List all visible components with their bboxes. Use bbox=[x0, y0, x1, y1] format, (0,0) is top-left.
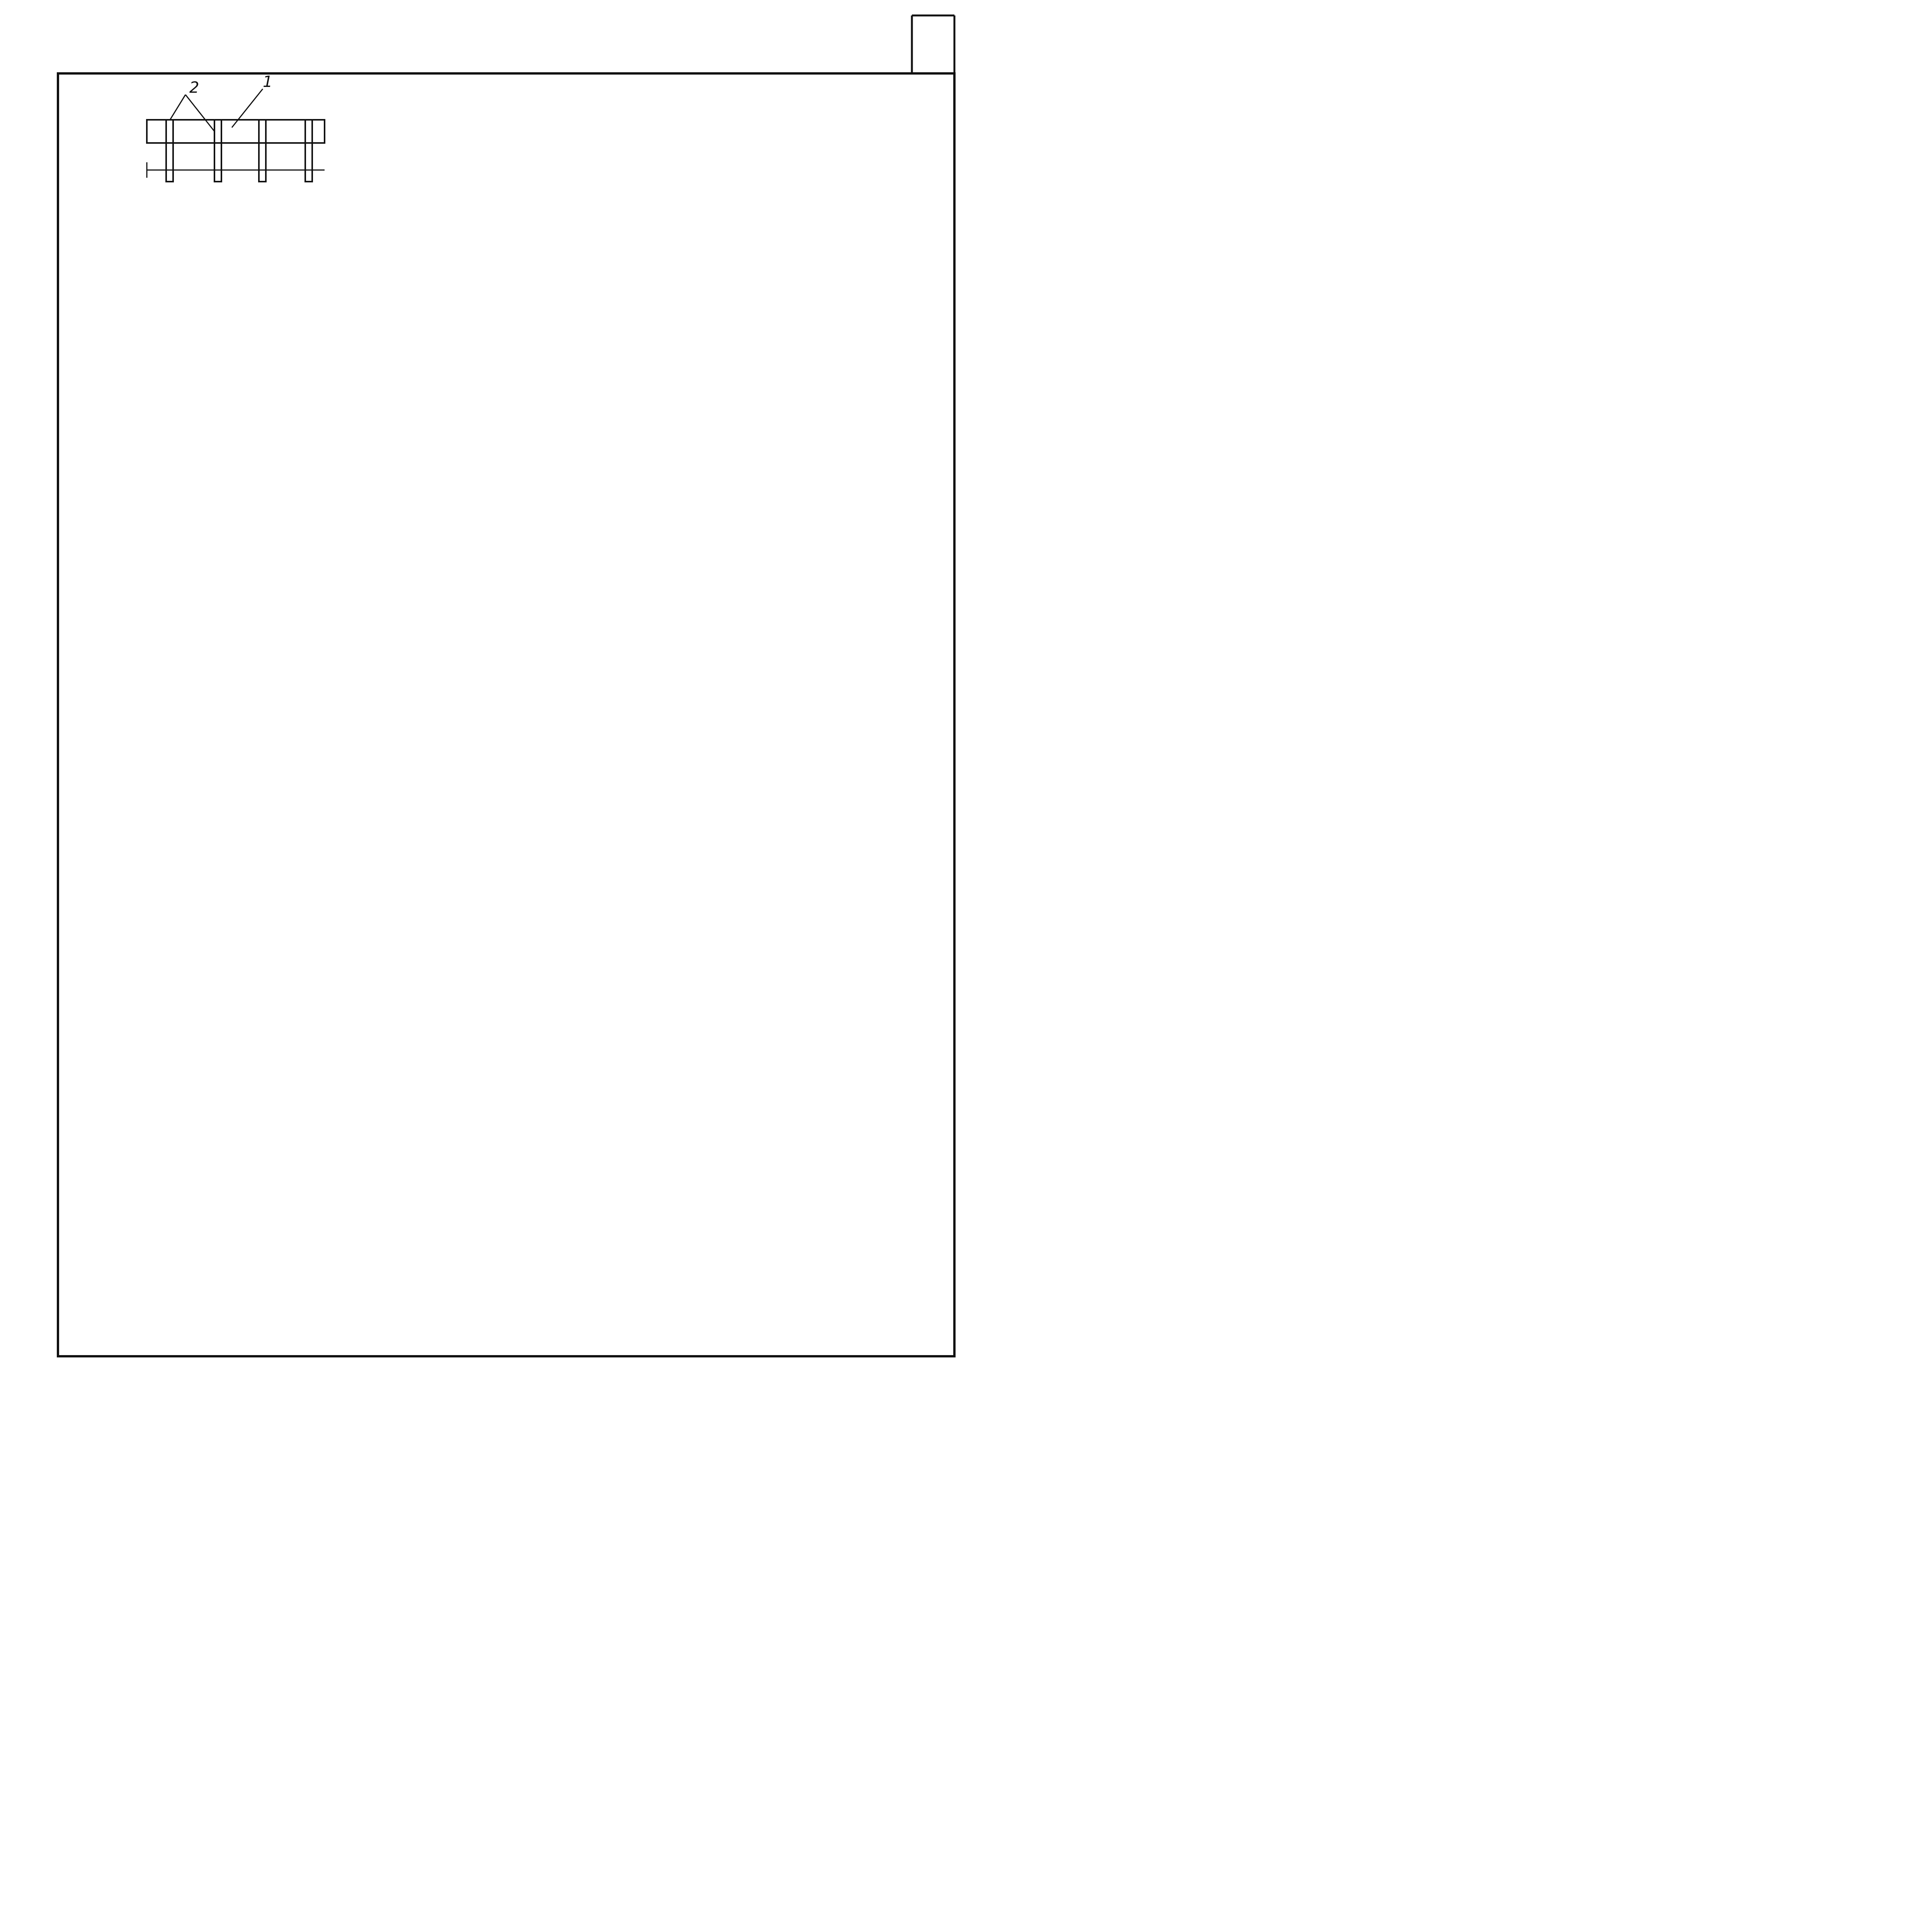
leader-line bbox=[170, 95, 185, 120]
sheet-frame bbox=[58, 73, 954, 1356]
anchor-rod bbox=[214, 120, 221, 182]
leader-2: 2 bbox=[189, 79, 199, 97]
sheet-mn6 bbox=[981, 1380, 1932, 1932]
anchor-rod bbox=[259, 120, 266, 182]
leader-1: 1 bbox=[263, 73, 273, 91]
anchor-rod bbox=[166, 120, 173, 182]
anchor-rod bbox=[305, 120, 312, 182]
sheet-mn5 bbox=[0, 1380, 981, 1932]
drawing-area bbox=[147, 73, 325, 182]
sheet-mn2 bbox=[981, 0, 1932, 1380]
sheet-mn1 bbox=[0, 0, 981, 1380]
leader-line bbox=[185, 95, 214, 131]
sheet-svg bbox=[0, 0, 981, 1380]
